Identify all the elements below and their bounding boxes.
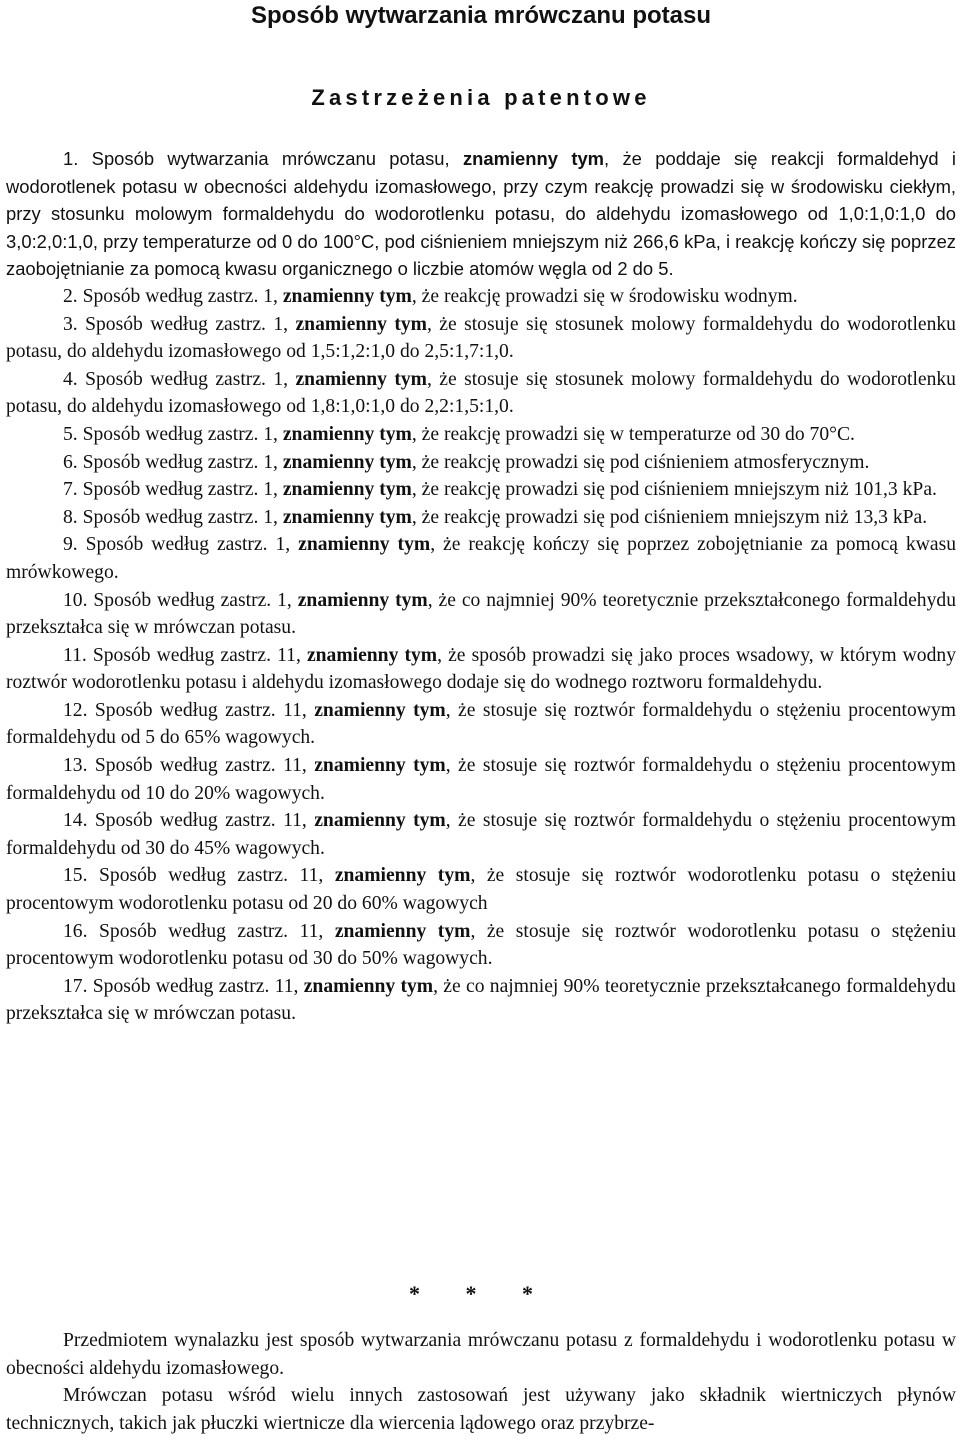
claim-14 xyxy=(6,807,956,862)
claim-keyword: znamienny tym xyxy=(334,920,471,942)
claim-1 xyxy=(6,145,956,283)
claim-keyword: znamienny tym xyxy=(314,755,446,777)
claim-body: , że co najmniej 90% teoretycznie przekształconego formaldehydu przekształca się w mrówczan potasu. xyxy=(6,589,956,639)
section-separator: * * * xyxy=(409,1281,553,1306)
claim-lead: 10. Sposób według zastrz. 1, xyxy=(63,589,298,611)
claim-body: , że reakcję kończy się poprzez zobojętnianie za pomocą kwasu mrówkowego. xyxy=(6,534,956,583)
claim-keyword: znamienny tym xyxy=(298,534,431,556)
claim-17 xyxy=(6,973,956,1028)
claim-body: , że stosuje się roztwór formaldehydu o stężeniu procentowym formaldehydu od 30 do 45% wagowych. xyxy=(6,810,956,859)
claim-keyword: znamienny tym xyxy=(314,810,446,832)
claim-2 xyxy=(6,283,956,311)
claim-16 xyxy=(6,918,956,973)
claim-lead: 11. Sposób według zastrz. 11, xyxy=(63,644,307,666)
claim-lead: 16. Sposób według zastrz. 11, xyxy=(63,920,335,942)
claim-keyword: znamienny tym xyxy=(306,644,438,666)
claim-body: , że stosuje się roztwór formaldehydu o stężeniu procentowym formaldehydu od 10 do 20% wagowych. xyxy=(6,755,956,804)
claim-lead: 15. Sposób według zastrz. 11, xyxy=(63,865,335,887)
claim-body: , że reakcję prowadzi się w temperaturze od 30 do 70°C. xyxy=(411,423,855,445)
claim-keyword: znamienny tym xyxy=(303,975,434,997)
claim-11 xyxy=(6,642,956,697)
claim-lead: 8. Sposób według zastrz. 1, xyxy=(63,506,283,528)
claim-body: , że reakcję prowadzi się w środowisku wodnym. xyxy=(411,285,798,307)
claim-lead: 12. Sposób według zastrz. 11, xyxy=(63,699,315,721)
claim-body: , że stosuje się roztwór wodorotlenku potasu o stężeniu procentowym wodorotlenku potasu od 20 do 60% wagowych xyxy=(6,865,956,915)
claim-8 xyxy=(6,504,956,532)
claim-12 xyxy=(6,697,956,752)
description-paragraph: Mrówczan potasu wśród wielu innych zastosowań jest używany jako składnik wiertniczych płynów technicznych, takich jak płuczki wiertnicze dla wiercenia lądowego oraz przybrze- xyxy=(6,1385,956,1434)
description-paragraph: Przedmiotem wynalazku jest sposób wytwarzania mrówczanu potasu z formaldehydu i wodorotlenku potasu w obecności aldehydu izomasłowego. xyxy=(6,1330,956,1379)
claim-keyword: znamienny tym xyxy=(282,506,412,528)
claim-9 xyxy=(6,531,956,586)
claim-3 xyxy=(6,311,956,366)
claim-keyword: znamienny tym xyxy=(297,589,428,611)
claim-body: , że reakcję prowadzi się pod ciśnieniem mniejszym niż 13,3 kPa. xyxy=(411,506,928,528)
claim-body: , że sposób prowadzi się jako proces wsadowy, w którym wodny roztwór wodorotlenku potasu i aldehydu izomasłowego dodaje się do wodnego roztworu formaldehydu. xyxy=(6,644,956,694)
claims-heading: Zastrzeżenia patentowe xyxy=(311,85,651,110)
claims-list xyxy=(6,145,956,1028)
claim-7 xyxy=(6,476,956,504)
claim-15 xyxy=(6,862,956,917)
claim-body: , że stosuje się roztwór wodorotlenku potasu o stężeniu procentowym wodorotlenku potasu od 30 do 50% wagowych. xyxy=(6,920,956,970)
claim-5 xyxy=(6,421,956,449)
claim-body: , że stosuje się stosunek molowy formaldehydu do wodorotlenku potasu, do aldehydu izomasłowego od 1,5:1,2:1,0 do 2,5:1,7:1,0. xyxy=(6,313,956,363)
claim-keyword: znamienny tym xyxy=(282,423,412,445)
description-section xyxy=(6,1327,956,1437)
claim-body: , że reakcję prowadzi się pod ciśnieniem atmosferycznym. xyxy=(411,451,870,473)
claim-10 xyxy=(6,587,956,642)
claim-lead: 13. Sposób według zastrz. 11, xyxy=(63,755,315,777)
claim-13 xyxy=(6,752,956,807)
claim-keyword: znamienny tym xyxy=(282,479,412,501)
claim-keyword: znamienny tym xyxy=(334,865,471,887)
claim-keyword: znamienny tym xyxy=(282,285,412,307)
claim-body: , że stosuje się roztwór formaldehydu o stężeniu procentowym formaldehydu od 5 do 65% wagowych. xyxy=(6,699,956,749)
claim-keyword: znamienny tym xyxy=(295,313,427,335)
claim-lead: 4. Sposób według zastrz. 1, xyxy=(63,368,296,390)
claim-4 xyxy=(6,366,956,421)
claim-lead: 17. Sposób według zastrz. 11, xyxy=(63,975,304,997)
claim-lead: 5. Sposób według zastrz. 1, xyxy=(63,423,283,445)
document-page xyxy=(6,0,956,1434)
claim-body: , że reakcję prowadzi się pod ciśnieniem mniejszym niż 101,3 kPa. xyxy=(411,479,937,501)
claim-lead: 6. Sposób według zastrz. 1, xyxy=(63,451,283,473)
claim-keyword: znamienny tym xyxy=(295,368,427,390)
claim-body: , że co najmniej 90% teoretycznie przekształcanego formaldehydu przekształca się w mrówczan potasu. xyxy=(6,975,956,1025)
claim-body: , że poddaje się reakcji formaldehyd i wodorotlenek potasu w obecności aldehydu izomasłowego, przy czym reakcję prowadzi się w środowisku ciekłym, przy stosunku molowym formaldehydu do wodorotlenku potasu, do aldehydu izomasłowego od 1,0:1,0:1,0 do 3,0:2,0:1,0, przy temperaturze od 0 do 100°C, pod ciśnieniem mniejszym niż 266,6 kPa, i reakcję kończy się poprzez zaobojętnianie za pomocą kwasu organicznego o liczbie atomów węgla od 2 do 5. xyxy=(6,148,956,280)
document-title: Sposób wytwarzania mrówczanu potasu xyxy=(250,2,712,29)
claim-lead: 7. Sposób według zastrz. 1, xyxy=(63,479,283,501)
claim-keyword: znamienny tym xyxy=(282,451,412,473)
claim-lead: 14. Sposób według zastrz. 11, xyxy=(63,810,315,832)
claim-keyword: znamienny tym xyxy=(314,699,446,721)
claim-lead: 2. Sposób według zastrz. 1, xyxy=(63,285,283,307)
claim-lead: 3. Sposób według zastrz. 1, xyxy=(63,313,296,335)
claim-keyword: znamienny tym xyxy=(462,148,605,169)
claim-lead: 1. Sposób wytwarzania mrówczanu potasu, xyxy=(63,148,463,169)
claim-lead: 9. Sposób według zastrz. 1, xyxy=(63,534,299,556)
claim-6 xyxy=(6,449,956,477)
claim-body: , że stosuje się stosunek molowy formaldehydu do wodorotlenku potasu, do aldehydu izomasłowego od 1,8:1,0:1,0 do 2,2:1,5:1,0. xyxy=(6,368,956,418)
